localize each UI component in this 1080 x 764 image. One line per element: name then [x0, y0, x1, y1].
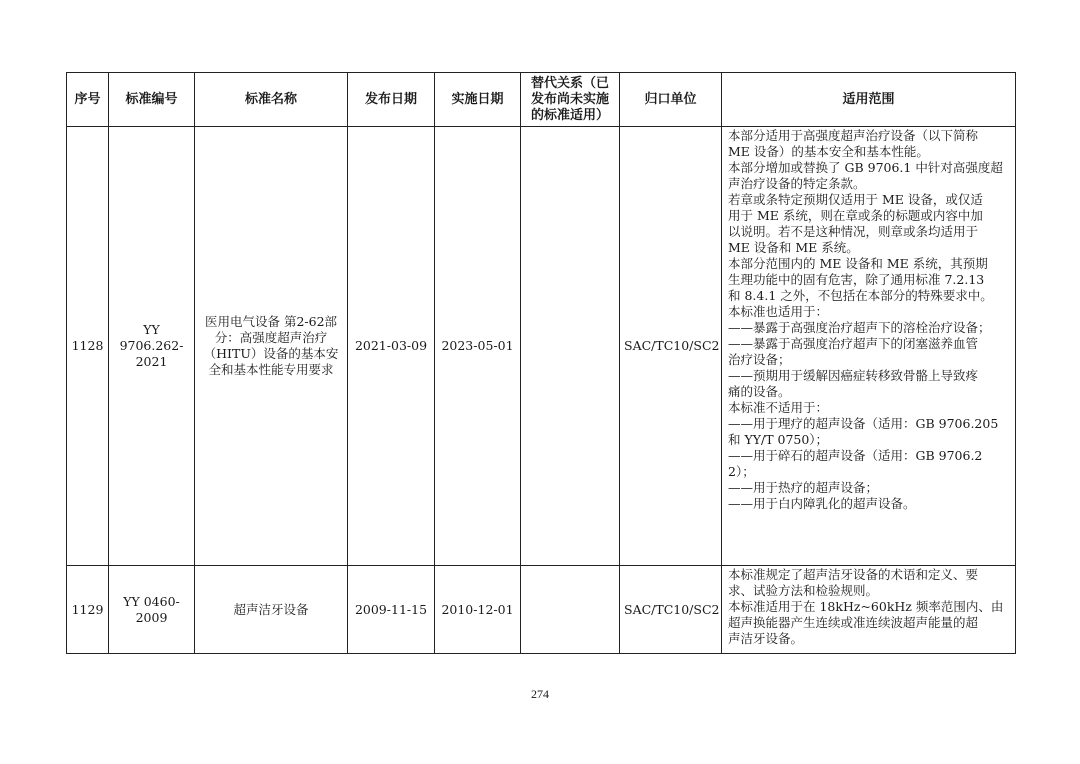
page-number: 274 [531, 687, 549, 701]
cell-seq: 1128 [67, 127, 109, 566]
scope-line: 本标准也适用于： [728, 304, 829, 319]
cell-unit: SAC/TC10/SC2 [620, 566, 722, 654]
header-replace: 替代关系（已发布尚未实施的标准适用） [521, 73, 620, 127]
scope-line: ——用于热疗的超声设备； [728, 480, 879, 495]
scope-line: ——暴露于高强度治疗超声下的闭塞滋养血管 [728, 336, 979, 351]
scope-line: 声治疗设备的特定条款。 [728, 176, 866, 191]
header-scope: 适用范围 [722, 73, 1016, 127]
scope-line: 痛的设备。 [728, 384, 791, 399]
header-code: 标准编号 [109, 73, 195, 127]
table-header-row [67, 73, 1016, 127]
table-row [67, 566, 1016, 654]
scope-line: ——暴露于高强度治疗超声下的溶栓治疗设备； [728, 320, 991, 335]
cell-publish-date: 2009-11-15 [348, 566, 435, 654]
cell-publish-date: 2021-03-09 [348, 127, 435, 566]
cell-seq: 1129 [67, 566, 109, 654]
scope-line: 治疗设备； [728, 352, 791, 367]
scope-line: 本部分增加或替换了 GB 9706.1 中针对高强度超 [728, 160, 1003, 175]
scope-line: 本标准规定了超声洁牙设备的术语和定义、要 [728, 567, 979, 582]
scope-line: 求、试验方法和检验规则。 [728, 583, 879, 598]
scope-line: 若章或条特定预期仅适用于 ME 设备，或仅适 [728, 192, 983, 207]
cell-unit: SAC/TC10/SC2 [620, 127, 722, 566]
cell-implement-date: 2010-12-01 [435, 566, 521, 654]
cell-code: YY 9706.262-2021 [109, 127, 195, 566]
scope-line: 生理功能中的固有危害，除了通用标准 7.2.13 [728, 272, 985, 287]
scope-line: ——用于碎石的超声设备（适用：GB 9706.2 [728, 448, 983, 463]
header-seq: 序号 [67, 73, 109, 127]
header-publish-date: 发布日期 [348, 73, 435, 127]
header-implement-date: 实施日期 [435, 73, 521, 127]
cell-scope [722, 566, 1016, 654]
scope-line: 超声换能器产生连续或准连续波超声能量的超 [728, 615, 979, 630]
scope-line: ——用于白内障乳化的超声设备。 [728, 496, 916, 511]
header-unit: 归口单位 [620, 73, 722, 127]
cell-implement-date: 2023-05-01 [435, 127, 521, 566]
scope-line: 用于 ME 系统，则在章或条的标题或内容中加 [728, 208, 983, 223]
scope-line: 本标准不适用于： [728, 400, 829, 415]
cell-replace [521, 127, 620, 566]
standards-table [66, 72, 1016, 654]
scope-line: ME 设备和 ME 系统。 [728, 240, 859, 255]
cell-code: YY 0460-2009 [109, 566, 195, 654]
scope-line: 本部分适用于高强度超声治疗设备（以下简称 [728, 128, 979, 143]
cell-name: 超声洁牙设备 [195, 566, 348, 654]
scope-line: 本部分范围内的 ME 设备和 ME 系统，其预期 [728, 256, 988, 271]
cell-scope [722, 127, 1016, 566]
scope-line: 和 8.4.1 之外，不包括在本部分的特殊要求中。 [728, 288, 993, 303]
scope-line: 和 YY/T 0750）； [728, 432, 829, 447]
table-row [67, 127, 1016, 566]
scope-line: ME 设备）的基本安全和基本性能。 [728, 144, 929, 159]
scope-line: ——预期用于缓解因癌症转移致骨骼上导致疼 [728, 368, 979, 383]
scope-line: 以说明。若不是这种情况，则章或条均适用于 [728, 224, 979, 239]
scope-line: 声洁牙设备。 [728, 631, 804, 646]
cell-name: 医用电气设备 第2-62部分：高强度超声治疗（HITU）设备的基本安全和基本性能专用要求 [195, 127, 348, 566]
header-name: 标准名称 [195, 73, 348, 127]
scope-line: ——用于理疗的超声设备（适用：GB 9706.205 [728, 416, 999, 431]
scope-line: 本标准适用于在 18kHz~60kHz 频率范围内、由 [728, 599, 1004, 614]
cell-replace [521, 566, 620, 654]
scope-line: 2）； [728, 464, 755, 479]
